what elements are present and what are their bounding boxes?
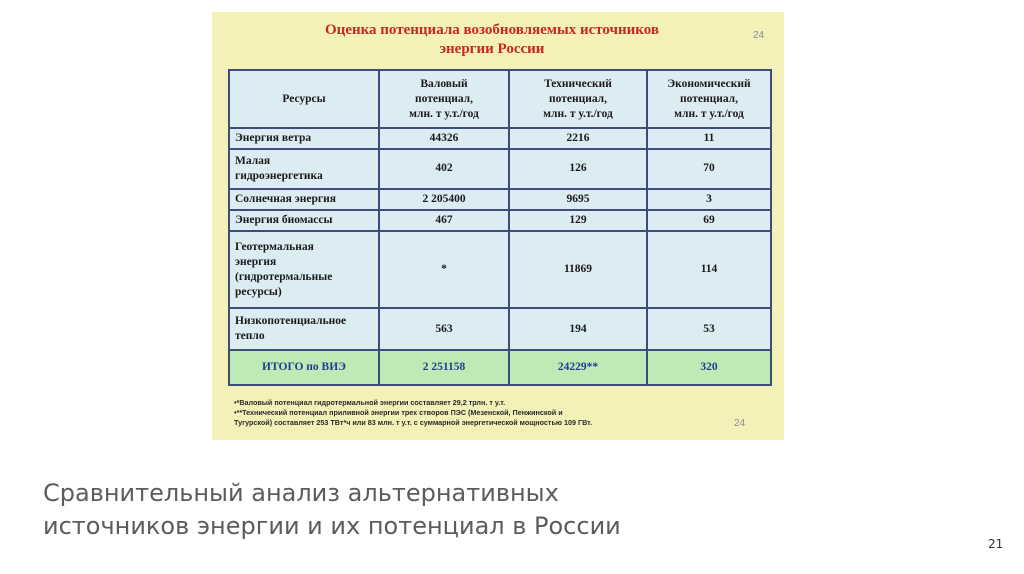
potential-table [228, 69, 772, 386]
footnote: •*Валовый потенциал гидротермальной энергии составляет 29,2 трлн. т у.т. [234, 398, 506, 407]
table-row [229, 128, 771, 149]
caption-line: Сравнительный анализ альтернативных [43, 479, 559, 507]
technical-cell: 129 [509, 210, 647, 231]
economic-cell: 320 [647, 350, 771, 385]
table-row [229, 231, 771, 309]
gross-cell: * [379, 231, 509, 309]
economic-cell: 69 [647, 210, 771, 231]
technical-cell: 11869 [509, 231, 647, 309]
gross-cell: 563 [379, 308, 509, 350]
resource-cell: Энергия ветра [229, 128, 379, 149]
header-cell: Валовый потенциал, млн. т у.т./год [379, 70, 509, 128]
image-page-number-bottom: 24 [734, 418, 746, 429]
slide-caption [43, 477, 803, 543]
resource-cell: ИТОГО по ВИЭ [229, 350, 379, 385]
table-row [229, 189, 771, 210]
economic-cell: 70 [647, 149, 771, 189]
resource-cell: Низкопотенциальное тепло [229, 308, 379, 350]
gross-cell: 402 [379, 149, 509, 189]
resource-cell: Геотермальная энергия (гидротермальные ресурсы) [229, 231, 379, 309]
table-header-row [229, 70, 771, 128]
gross-cell: 2 205400 [379, 189, 509, 210]
economic-cell: 11 [647, 128, 771, 149]
header-cell: Ресурсы [229, 70, 379, 128]
resource-cell: Энергия биомассы [229, 210, 379, 231]
economic-cell: 53 [647, 308, 771, 350]
gross-cell: 467 [379, 210, 509, 231]
gross-cell: 44326 [379, 128, 509, 149]
table-total-row [229, 350, 771, 385]
image-title-line: энергии России [439, 41, 545, 57]
table-row [229, 149, 771, 189]
technical-cell: 9695 [509, 189, 647, 210]
economic-cell: 114 [647, 231, 771, 309]
image-title-line: Оценка потенциала возобновляемых источников [325, 22, 659, 38]
resource-cell: Солнечная энергия [229, 189, 379, 210]
technical-cell: 24229** [509, 350, 647, 385]
caption-line: источников энергии и их потенциал в России [43, 512, 621, 540]
image-title [272, 21, 712, 59]
technical-cell: 194 [509, 308, 647, 350]
technical-cell: 126 [509, 149, 647, 189]
slide-number: 21 [988, 537, 1004, 551]
footnote: Тугурской) составляет 253 ТВт*ч или 83 млн. т у.т. с суммарной энергетической мощностью 109 ГВт. [234, 418, 593, 427]
table-row [229, 308, 771, 350]
header-cell: Экономический потенциал, млн. т у.т./год [647, 70, 771, 128]
footnotes [234, 398, 704, 428]
slide-image [212, 12, 784, 440]
table-row [229, 210, 771, 231]
footnote: •**Технический потенциал приливной энергии трех створов ПЭС (Мезенской, Пенжинской и [234, 408, 563, 417]
economic-cell: 3 [647, 189, 771, 210]
resource-cell: Малая гидроэнергетика [229, 149, 379, 189]
image-page-number-top: 24 [753, 30, 765, 41]
gross-cell: 2 251158 [379, 350, 509, 385]
technical-cell: 2216 [509, 128, 647, 149]
header-cell: Технический потенциал, млн. т у.т./год [509, 70, 647, 128]
